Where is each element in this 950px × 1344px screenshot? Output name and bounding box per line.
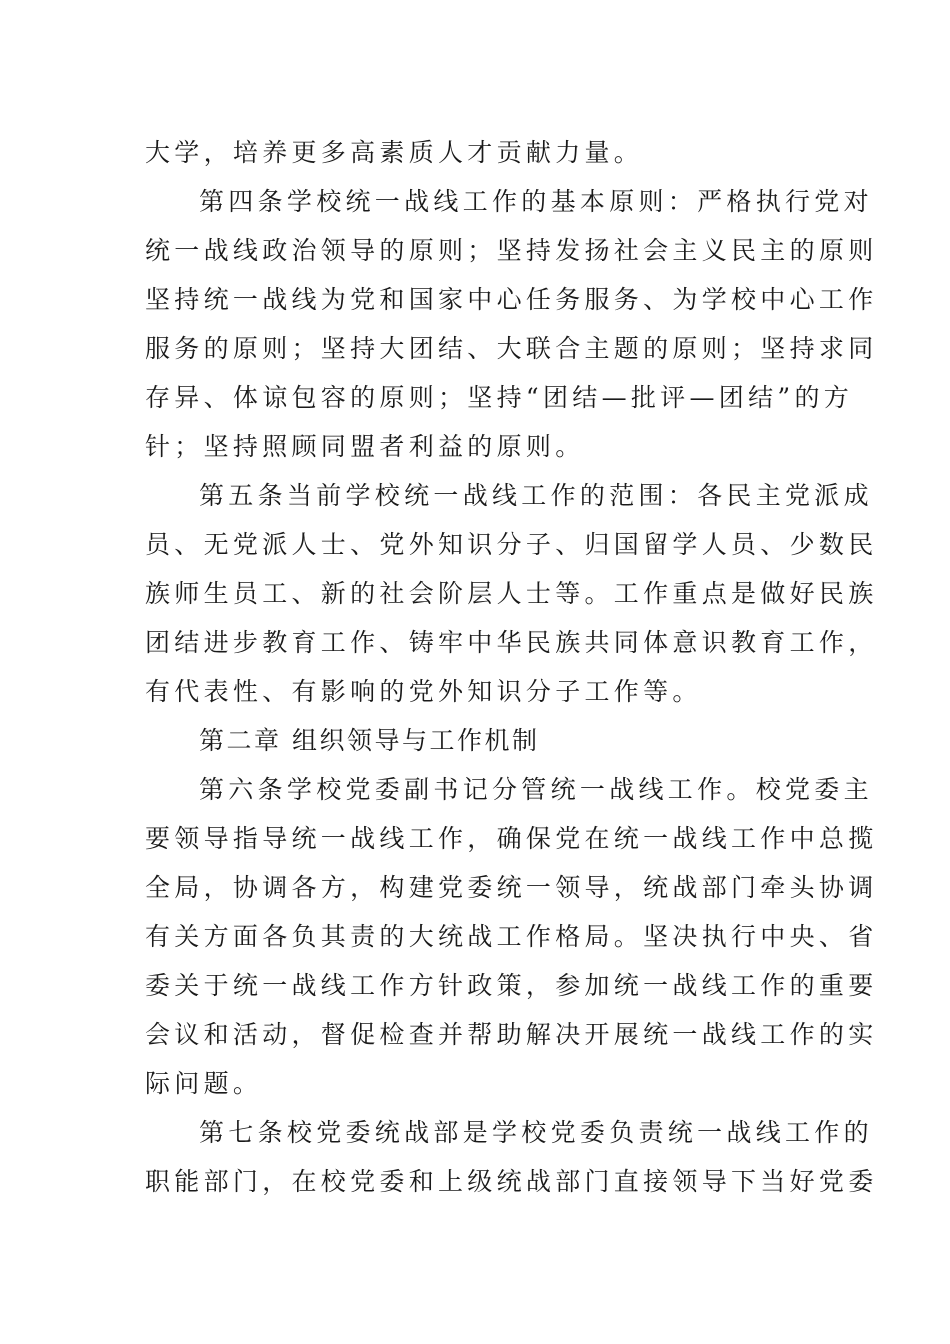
paragraph-line: 团结进步教育工作、铸牢中华民族共同体意识教育工作， — [145, 628, 878, 657]
paragraph-line: 要领导指导统一战线工作，确保党在统一战线工作中总揽 — [145, 824, 878, 853]
paragraph-line: 族师生员工、新的社会阶层人士等。工作重点是做好民族 — [145, 579, 878, 608]
paragraph-line: 大学，培养更多高素质人才贡献力量。 — [145, 138, 644, 167]
paragraph-line-article-7: 第七条校党委统战部是学校党委负责统一战线工作的 — [199, 1118, 873, 1147]
chapter-heading: 第二章 组织领导与工作机制 — [199, 726, 540, 755]
paragraph-line: 全局，协调各方，构建党委统一领导，统战部门牵头协调 — [145, 873, 878, 902]
paragraph-line: 统一战线政治领导的原则；坚持发扬社会主义民主的原则 — [145, 236, 878, 265]
paragraph-line: 坚持统一战线为党和国家中心任务服务、为学校中心工作 — [145, 285, 878, 314]
paragraph-line: 有关方面各负其责的大统战工作格局。坚决执行中央、省 — [145, 922, 878, 951]
document-body — [145, 128, 878, 1206]
paragraph-line: 服务的原则；坚持大团结、大联合主题的原则；坚持求同 — [145, 334, 878, 363]
paragraph-line: 会议和活动，督促检查并帮助解决开展统一战线工作的实 — [145, 1020, 878, 1049]
paragraph-line: 际问题。 — [145, 1069, 263, 1098]
paragraph-line: 有代表性、有影响的党外知识分子工作等。 — [145, 677, 702, 706]
paragraph-line: 存异、体谅包容的原则；坚持“团结—批评—团结”的方 — [145, 383, 854, 412]
paragraph-line: 针；坚持照顾同盟者利益的原则。 — [145, 432, 585, 461]
paragraph-line: 委关于统一战线工作方针政策，参加统一战线工作的重要 — [145, 971, 878, 1000]
paragraph-line: 员、无党派人士、党外知识分子、归国留学人员、少数民 — [145, 530, 878, 559]
paragraph-line: 职能部门，在校党委和上级统战部门直接领导下当好党委 — [145, 1167, 878, 1196]
paragraph-line-article-5: 第五条当前学校统一战线工作的范围：各民主党派成 — [199, 481, 873, 510]
paragraph-line-article-4: 第四条学校统一战线工作的基本原则：严格执行党对 — [199, 187, 873, 216]
paragraph-line-article-6: 第六条学校党委副书记分管统一战线工作。校党委主 — [199, 775, 873, 804]
